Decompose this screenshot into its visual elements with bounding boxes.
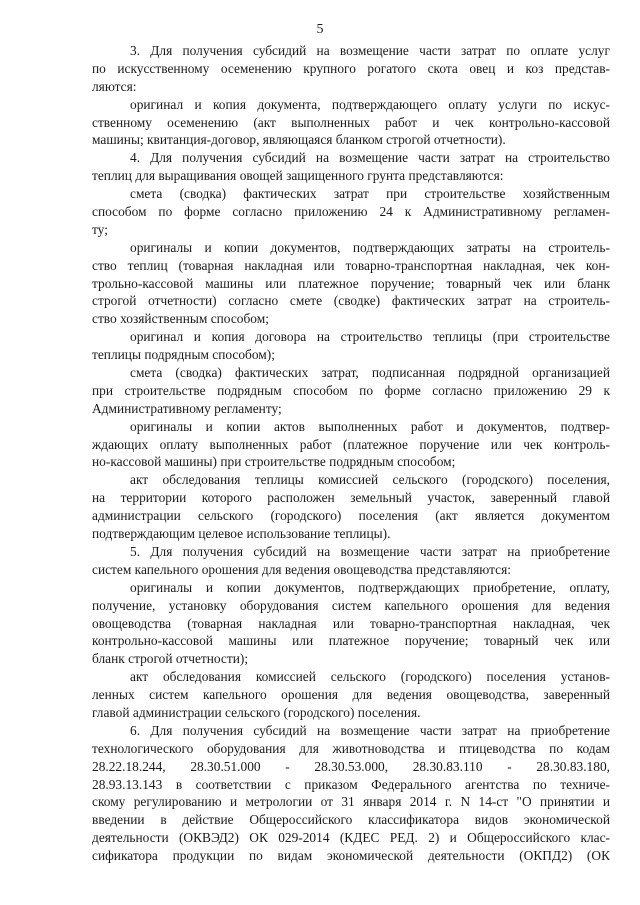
text-line: теплицы подрядным способом); xyxy=(92,347,275,363)
text-line: подтверждающим целевое использование теплицы). xyxy=(92,526,391,542)
text-line: администрации сельского (городского) поселения (акт является документом xyxy=(92,508,610,524)
text-line: на территории которого расположен земельный участок, заверенный главой xyxy=(92,490,610,506)
text-line: оригинал и копия договора на строительство теплицы (при строительстве xyxy=(130,329,610,345)
text-line: деятельности (ОКВЭД2) ОК 029-2014 (КДЕС РЕД. 2) и Общероссийского клас- xyxy=(92,830,610,846)
text-line: но-кассовой машины) при строительстве подрядным способом; xyxy=(92,454,456,470)
text-line: введении в действие Общероссийского классификатора видов экономической xyxy=(92,812,610,828)
text-line: смета (сводка) фактических затрат, подписанная подрядной организацией xyxy=(130,365,610,381)
text-line: смета (сводка) фактических затрат при строительстве хозяйственным xyxy=(130,186,610,202)
text-line: при строительстве подрядным способом по форме согласно приложению 29 к xyxy=(92,382,610,398)
text-line: систем капельного орошения для ведения овощеводства представляются: xyxy=(92,561,511,577)
text-line: по искусственному осеменению крупного рогатого скота овец и коз представ- xyxy=(92,60,610,76)
text-line: оригиналы и копии документов, подтверждающих приобретение, оплату, xyxy=(130,579,610,595)
text-line: ственному осеменению (акт выполненных работ и чек контрольно-кассовой xyxy=(92,114,610,130)
text-line: ленных систем капельного орошения для ведения овощеводства, заверенный xyxy=(92,687,610,703)
text-line: оригинал и копия документа, подтверждающего оплату услуги по искус- xyxy=(130,96,610,112)
text-line: акт обследования комиссией сельского (городского) поселения установ- xyxy=(130,669,610,685)
text-line: ждающих оплату выполненных работ (платежное поручение или чек контроль- xyxy=(92,436,610,452)
document-body xyxy=(92,42,610,865)
text-line: 6. Для получения субсидий на возмещение части затрат на приобретение xyxy=(130,722,610,738)
text-line: овощеводства (товарная накладная или товарно-транспортная накладная, чек xyxy=(92,615,610,631)
text-line: оригиналы и копии документов, подтверждающих затраты на строитель- xyxy=(130,239,610,255)
text-line: ство хозяйственным способом; xyxy=(92,311,269,327)
text-line: скому регулированию и метрологии от 31 января 2014 г. N 14-ст "О принятии и xyxy=(92,794,610,810)
text-line: трольно-кассовой машины или платежное поручение; товарный чек или бланк xyxy=(92,275,610,291)
text-line: 4. Для получения субсидий на возмещение части затрат на строительство xyxy=(130,150,610,166)
text-line: Административному регламенту; xyxy=(92,400,282,416)
page-number: 5 xyxy=(316,22,324,37)
text-line: способом по форме согласно приложению 24 к Административному регламен- xyxy=(92,204,610,220)
text-line: 28.22.18.244, 28.30.51.000 - 28.30.53.000, 28.30.83.110 - 28.30.83.180, xyxy=(92,758,610,774)
text-line: главой администрации сельского (городского) поселения. xyxy=(92,704,421,720)
text-line: сификатора продукции по видам экономической деятельности (ОКПД2) (ОК xyxy=(92,848,610,864)
text-line: контрольно-кассовой машины или платежное поручение; товарный чек или xyxy=(92,633,610,649)
text-line: теплиц для выращивания овощей защищенного грунта представляются: xyxy=(92,168,504,184)
text-line: строгой отчетности) согласно смете (сводке) фактических затрат на строитель- xyxy=(92,293,610,309)
text-line: технологического оборудования для животноводства и птицеводства по кодам xyxy=(92,740,610,756)
text-line: бланк строгой отчетности); xyxy=(92,651,249,667)
text-line: машины; квитанция-договор, являющаяся бланком строгой отчетности). xyxy=(92,132,506,148)
text-line: 3. Для получения субсидий на возмещение части затрат по оплате услуг xyxy=(130,43,610,58)
text-line: ляются: xyxy=(92,78,137,94)
text-line: 28.93.13.143 в соответствии с приказом Федерального агентства по техниче- xyxy=(92,776,610,792)
text-line: оригиналы и копии актов выполненных работ и документов, подтвер- xyxy=(130,418,610,434)
text-line: 5. Для получения субсидий на возмещение части затрат на приобретение xyxy=(130,543,610,559)
text-line: акт обследования теплицы комиссией сельского (городского) поселения, xyxy=(130,472,610,488)
text-line: ту; xyxy=(92,221,108,237)
text-line: ство теплиц (товарная накладная или товарно-транспортная накладная, чек кон- xyxy=(92,257,610,273)
text-line: получение, установку оборудования систем капельного орошения для ведения xyxy=(92,597,610,613)
